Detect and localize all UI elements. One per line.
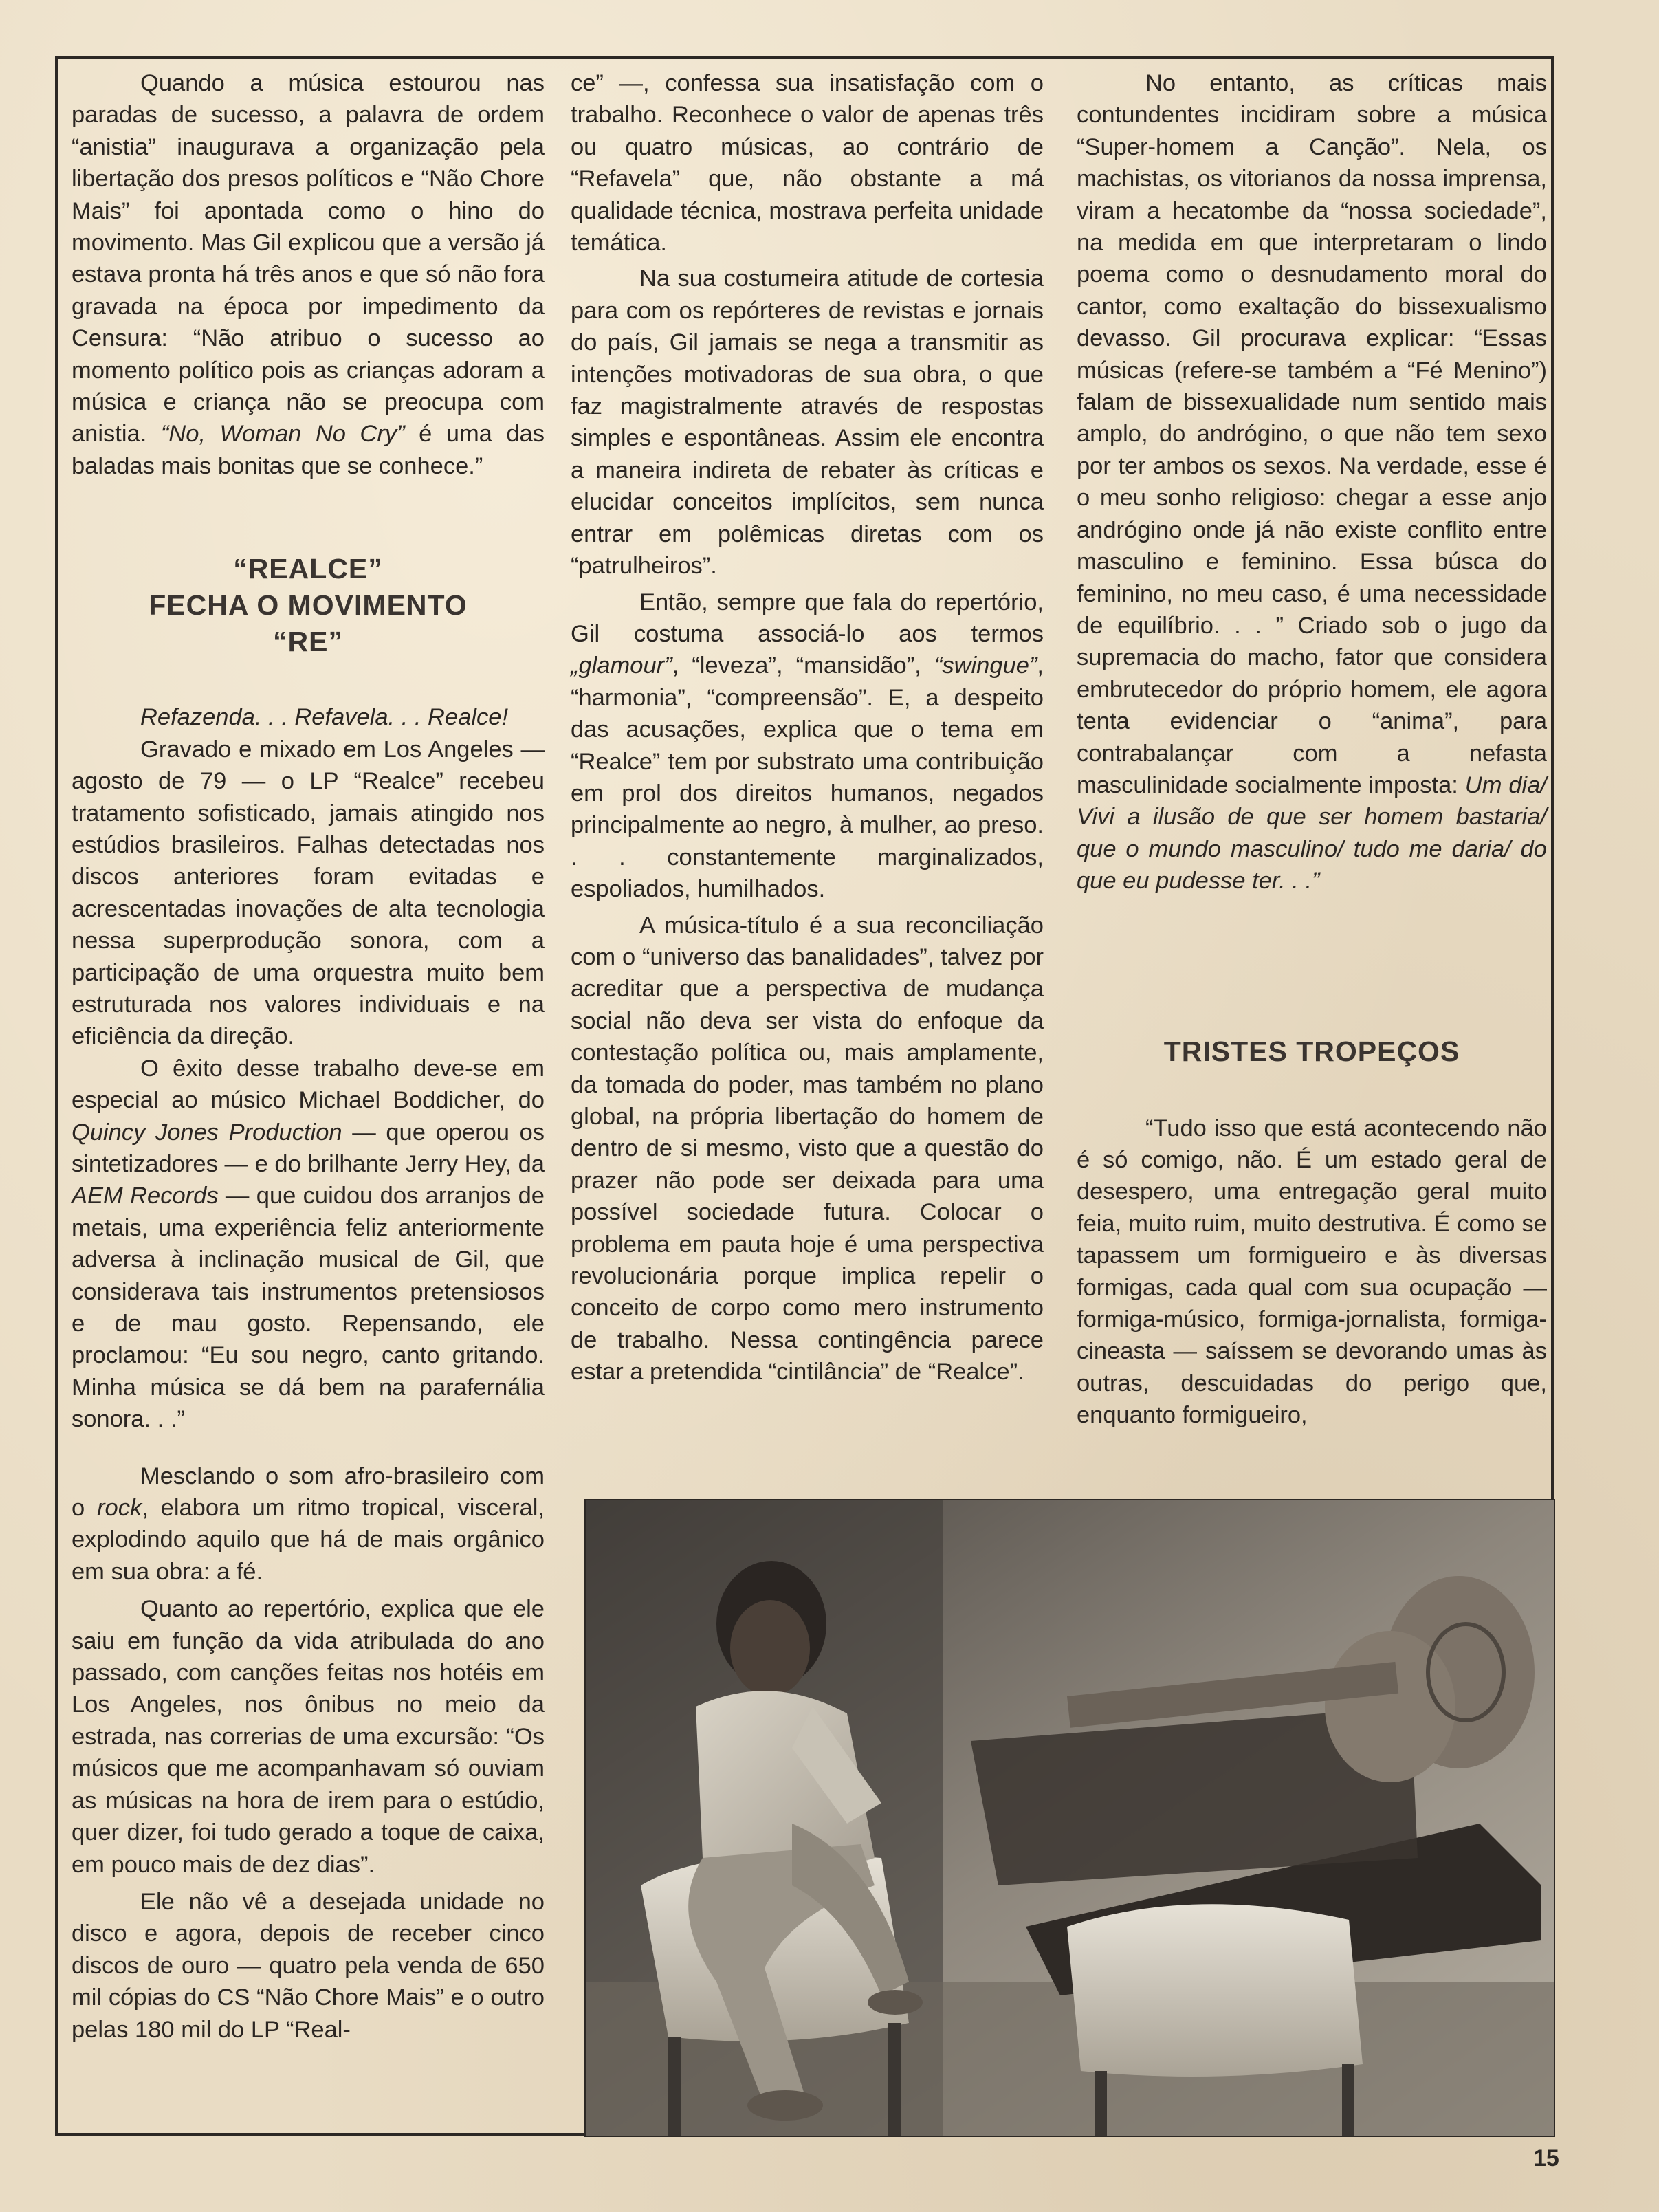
- paragraph: Mesclando o som afro-brasileiro com o rock, elabora um ritmo tropical, visceral, explodindo aquilo que há de mais orgânico em sua obra: a fé.: [72, 1463, 545, 1585]
- paragraph: Na sua costumeira atitude de cortesia para com os repórteres de revistas e jornais do país, Gil jamais se nega a transmitir as intenções motivadoras de sua obra, o que faz magistralmente através de respostas simples e espontâneas. Assim ele encontra a maneira indireta de rebater às críticas e elucidar conceitos implícitos, sem nunca entrar em polêmicas diretas com os “patrulheiros”.: [571, 265, 1044, 580]
- column-3: [1077, 67, 1547, 1432]
- paragraph: ce” —, confessa sua insatisfação com o trabalho. Reconhece o valor de apenas três ou quatro músicas, ao contrário de “Refavela” que, não obstante a má qualidade técnica, mostrava perfeita unidade temática.: [571, 70, 1044, 256]
- column-2: [571, 67, 1044, 1388]
- paragraph: O êxito desse trabalho deve-se em especial ao músico Michael Boddicher, do Quincy Jones Production — que operou os sintetizadores — e do brilhante Jerry Hey, da AEM Records — que cuidou dos arranjos de metais, uma experiência feliz anteriormente adversa à inclinação musical de Gil, que considerava tais instrumentos pretensiosos e de mau gosto. Repensando, ele proclamou: “Eu sou negro, canto gritando. Minha música se dá bem na parafernália sonora. . .”: [72, 1055, 545, 1433]
- paragraph: Gravado e mixado em Los Angeles — agosto de 79 — o LP “Realce” recebeu tratamento sofisticado, jamais atingido nos estúdios brasileiros. Falhas detectadas nos discos anteriores foram evitadas e acrescentadas inovações de alta tecnologia nessa superprodução sonora, com a participação de uma orquestra muito bem estruturada nos valores individuais e na eficiência da direção.: [72, 736, 545, 1050]
- heading-line: “RE”: [273, 626, 343, 658]
- lead-line: Refazenda. . . Refavela. . . Realce!: [140, 704, 509, 731]
- column-1: [72, 67, 545, 2046]
- paragraph: “Tudo isso que está acontecendo não é só comigo, não. É um estado geral de desespero, uma entregação geral muito feia, muito ruim, muito destrutiva. É como se tapassem um formigueiro e às diversas formigas, cada qual com sua ocupação — formiga-músico, formiga-jornalista, formiga-cineasta — saíssem se devorando umas às outras, descuidadas do perigo que, enquanto formigueiro,: [1077, 1115, 1547, 1429]
- paragraph: Ele não vê a desejada unidade no disco e agora, depois de receber cinco discos de ouro — quatro pela venda de 650 mil cópias do CS “Não Chore Mais” e o outro pelas 180 mil do LP “Real-: [72, 1888, 545, 2043]
- paragraph: Então, sempre que fala do repertório, Gil costuma associá-lo aos termos „glamour”, “leveza”, “mansidão”, “swingue”, “harmonia”, “compreensão”. E, a despeito das acusações, explica que o tema em “Realce” tem por substrato uma contribuição em prol dos direitos humanos, negados principalmente ao negro, à mulher, ao preso. . . constantemente marginalizados, espoliados, humilhados.: [571, 589, 1044, 903]
- page-number: 15: [1533, 2145, 1559, 2171]
- section-heading-realce: [72, 551, 545, 660]
- paragraph: Quando a música estourou nas paradas de sucesso, a palavra de ordem “anistia” inaugurava a organização pela libertação dos presos políticos e “Não Chore Mais” foi apontada como o hino do movimento. Mas Gil explicou que a versão já estava pronta há três anos e que só não fora gravada na época por impedimento da Censura: “Não atribuo o sucesso ao momento político pois as crianças adoram a música e criança não se preocupa com anistia. “No, Woman No Cry” é uma das baladas mais bonitas que se conhece.”: [72, 70, 545, 479]
- photo-man-with-guitar-case: [584, 1499, 1555, 2137]
- photo-illustration: [586, 1500, 1555, 2137]
- section-heading-tristes-tropecos: TRISTES TROPEÇOS: [1163, 1035, 1460, 1067]
- paragraph: Quanto ao repertório, explica que ele saiu em função da vida atribulada do ano passado, com canções feitas nos hotéis em Los Angeles, nos ônibus no meio da estrada, nas correrias de uma excursão: “Os músicos que me acompanhavam só ouviam as músicas na hora de irem para o estúdio, quer dizer, foi tudo gerado a toque de caixa, em pouco mais de dez dias”.: [72, 1596, 545, 1878]
- heading-line: FECHA O MOVIMENTO: [149, 589, 468, 622]
- heading-line: “REALCE”: [233, 553, 383, 585]
- paragraph: A música-título é a sua reconciliação com o “universo das banalidades”, talvez por acreditar que a perspectiva de mudança social não deva ser vista do enfoque da contestação política ou, mais amplamente, da tomada do poder, mas também no plano global, na própria libertação do homem de dentro de si mesmo, visto que a questão do prazer não pode ser deixada para uma possível sociedade futura. Colocar o problema em pauta hoje é uma perspectiva revolucionária porque implica repelir o conceito de corpo como mero instrumento de trabalho. Nessa contingência parece estar a pretendida “cintilância” de “Realce”.: [571, 912, 1044, 1386]
- paragraph: No entanto, as críticas mais contundentes incidiram sobre a música “Super-homem a Canção”. Nela, os machistas, os vitorianos da nossa imprensa, viram a hecatombe da “nossa sociedade”, na medida em que interpretaram o lindo poema como o desnudamento moral do cantor, como exaltação do bissexualismo devasso. Gil procurava explicar: “Essas músicas (refere-se também a “Fé Menino”) falam de bissexualidade num sentido mais amplo, do andrógino, o que não tem sexo por ter ambos os sexos. Na verdade, esse é o meu sonho religioso: chegar a esse anjo andrógino onde já não existe conflito entre masculino e feminino. Essa búsca do feminino, no meu caso, é uma necessidade de equilíbrio. . . ” Criado sob o jugo da supremacia do macho, fator que considera embrutecedor do próprio homem, ele agora tenta evidenciar o “anima”, para contrabalançar com a nefasta masculinidade socialmente imposta: Um dia/ Vivi a ilusão de que ser homem bastaria/ que o mundo masculino/ tudo me daria/ do que eu pudesse ter. . .”: [1077, 70, 1547, 895]
